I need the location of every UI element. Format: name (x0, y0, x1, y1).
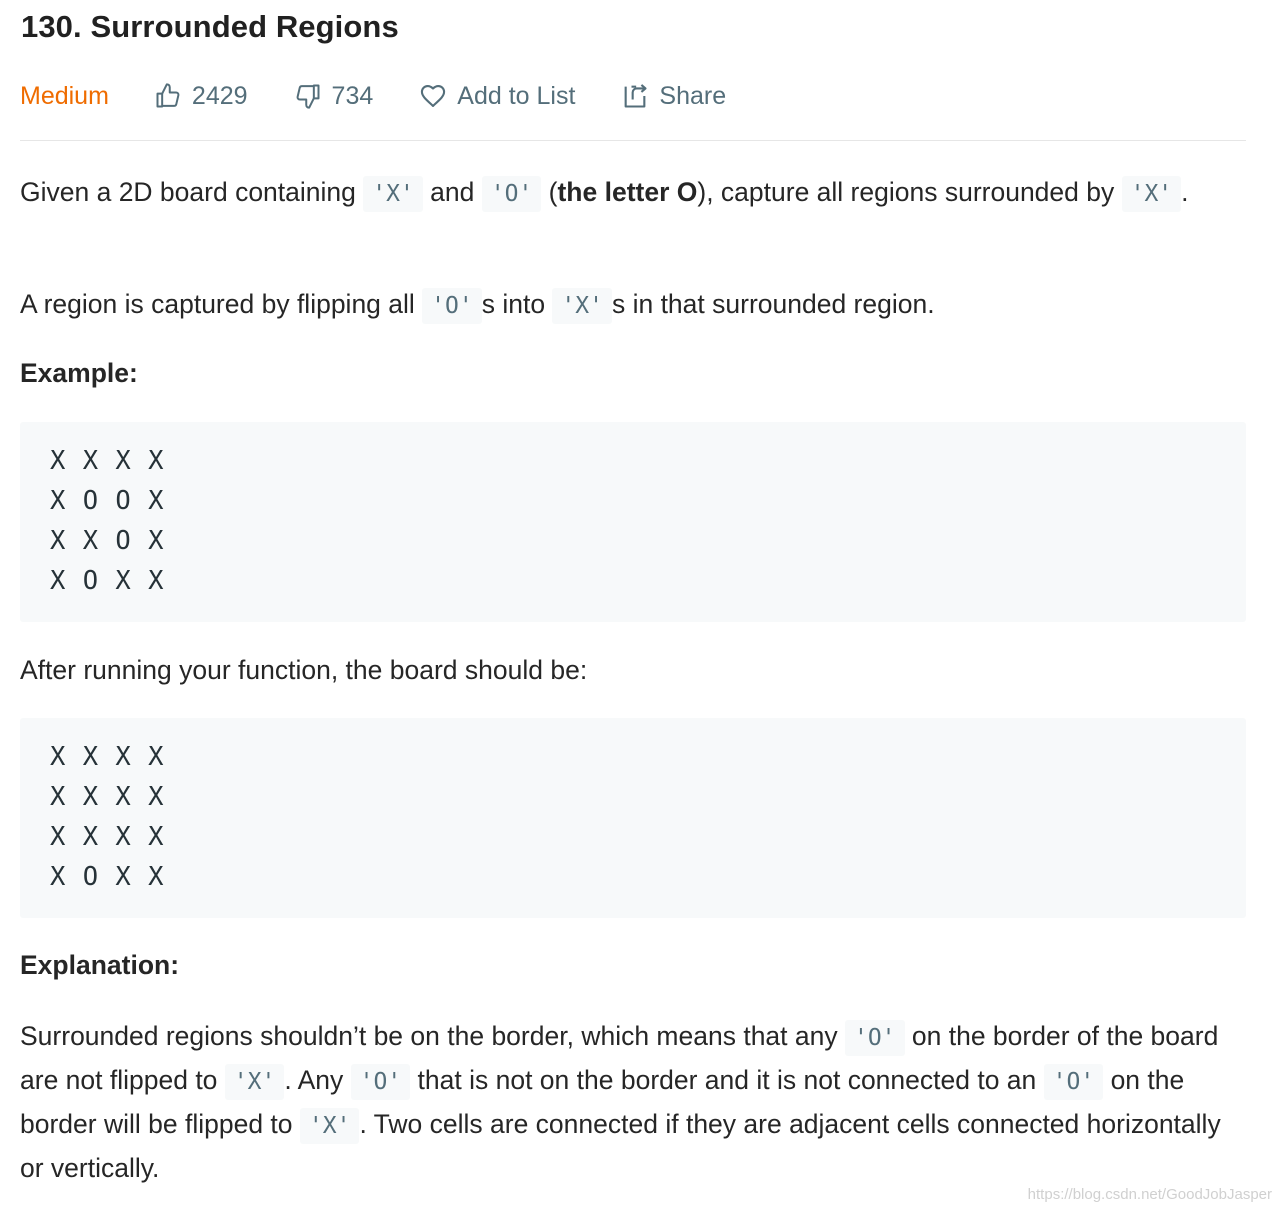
after-text: After running your function, the board should be: (20, 655, 588, 685)
bold-text: the letter O (557, 177, 698, 207)
thumbs-up-icon (154, 82, 182, 110)
board-row: X O O X (50, 486, 165, 516)
explanation-paragraph (20, 1015, 1246, 1189)
difficulty-label: Medium (20, 81, 109, 110)
text: on the border will be flipped to (20, 1065, 1185, 1139)
inline-code: 'X' (1122, 176, 1182, 212)
share-label: Share (659, 81, 727, 110)
text: ( (541, 177, 558, 207)
share-button[interactable] (621, 82, 726, 111)
text: Surrounded regions shouldn’t be on the border, which means that any (20, 1021, 845, 1051)
thumbs-down-icon (294, 82, 322, 110)
inline-code: 'X' (225, 1064, 285, 1100)
like-count: 2429 (191, 81, 248, 110)
example-heading: Example: (20, 358, 138, 388)
board-row: X O X X (50, 862, 165, 892)
text: and (422, 177, 482, 207)
inline-code: 'O' (1044, 1064, 1104, 1100)
text: A region is captured by flipping all (20, 289, 423, 319)
problem-title: 130. Surrounded Regions (21, 9, 399, 44)
description-paragraph-1 (20, 171, 1246, 215)
board-row: X X X X (50, 446, 165, 476)
board-row: X X X X (50, 782, 165, 812)
inline-code: 'O' (422, 288, 482, 324)
text: that is not on the border and it is not connected to an (410, 1065, 1044, 1095)
text: s in that surrounded region. (611, 289, 935, 319)
problem-meta-row (20, 76, 1246, 116)
add-to-list-label: Add to List (457, 81, 576, 110)
add-to-list-button[interactable] (419, 82, 575, 111)
board-before-block (20, 422, 1246, 622)
dislike-button[interactable] (294, 82, 374, 111)
inline-code: 'O' (351, 1064, 411, 1100)
inline-code: 'O' (482, 176, 542, 212)
description-paragraph-2 (20, 283, 1246, 327)
text: . (1181, 177, 1189, 207)
watermark: https://blog.csdn.net/GoodJobJasper (1027, 1186, 1272, 1203)
header-divider (20, 140, 1246, 141)
text: . Any (284, 1065, 351, 1095)
board-after-block (20, 718, 1246, 918)
board-row: X O X X (50, 566, 165, 596)
text: s into (481, 289, 553, 319)
inline-code: 'X' (363, 176, 423, 212)
text: Given a 2D board containing (20, 177, 364, 207)
text: . Two cells are connected if they are adjacent cells connected horizontally or vertically. (20, 1109, 1221, 1183)
heart-icon (419, 82, 447, 110)
share-icon (621, 82, 649, 110)
board-row: X X X X (50, 742, 165, 772)
text: on the border of the board are not flipped to (20, 1021, 1219, 1095)
dislike-count: 734 (331, 81, 374, 110)
text: ), capture all regions surrounded by (697, 177, 1122, 207)
inline-code: 'X' (552, 288, 612, 324)
board-row: X X X X (50, 822, 165, 852)
explanation-heading: Explanation: (20, 950, 180, 980)
inline-code: 'O' (845, 1020, 905, 1056)
inline-code: 'X' (300, 1108, 360, 1144)
board-row: X X O X (50, 526, 165, 556)
like-button[interactable] (154, 82, 248, 111)
